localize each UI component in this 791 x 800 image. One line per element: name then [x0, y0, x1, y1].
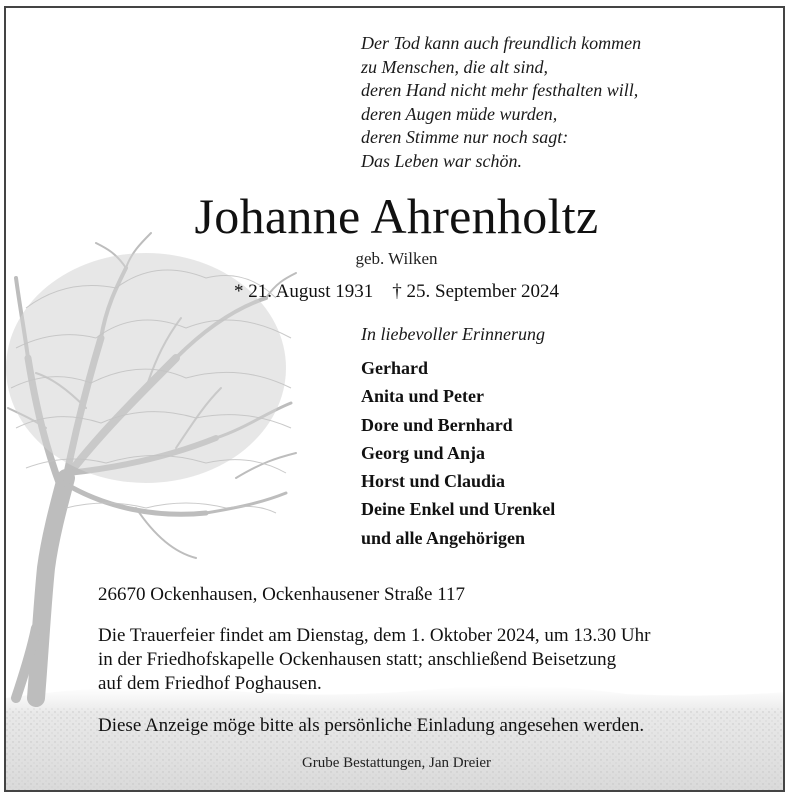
family-member: Dore und Bernhard [361, 414, 513, 435]
ceremony-line: Die Trauerfeier findet am Dienstag, dem 1. Oktober 2024, um 13.30 Uhr [98, 625, 651, 646]
family-member: und alle Angehörigen [361, 527, 526, 548]
poem-line: zu Menschen, die alt sind, [361, 56, 548, 77]
poem-line: Der Tod kann auch freundlich kommen [361, 33, 642, 53]
ceremony-info [98, 624, 650, 696]
deceased-name: Johanne Ahrenholtz [194, 188, 599, 244]
family-member: Deine Enkel und Urenkel [361, 499, 556, 520]
poem-line: Das Leben war schön. [361, 150, 522, 171]
family-member: Horst und Claudia [361, 471, 506, 492]
undertaker-credit: Grube Bestattungen, Jan Dreier [301, 755, 492, 771]
family-member: Anita und Peter [361, 386, 484, 407]
family-member: Gerhard [361, 358, 428, 378]
obituary-frame [4, 6, 785, 792]
birth-name: geb. Wilken [355, 249, 438, 268]
life-dates: * 21. August 1931 † 25. September 2024 [233, 281, 560, 302]
memory-line: In liebevoller Erinnerung [361, 324, 545, 344]
poem-line: deren Hand nicht mehr festhalten will, [361, 80, 639, 100]
address: 26670 Ockenhausen, Ockenhausener Straße 117 [98, 584, 466, 605]
ceremony-line: auf dem Friedhof Poghausen. [98, 673, 322, 694]
family-member: Georg und Anja [361, 442, 486, 463]
invitation-note: Diese Anzeige möge bitte als persönliche Einladung angesehen werden. [98, 715, 645, 736]
ceremony-line: in der Friedhofskapelle Ockenhausen statt; anschließend Beisetzung [98, 649, 617, 670]
poem-line: deren Augen müde wurden, [361, 103, 558, 124]
family-list [361, 354, 555, 552]
poem-line: deren Stimme nur noch sagt: [361, 127, 569, 147]
poem [361, 32, 641, 173]
